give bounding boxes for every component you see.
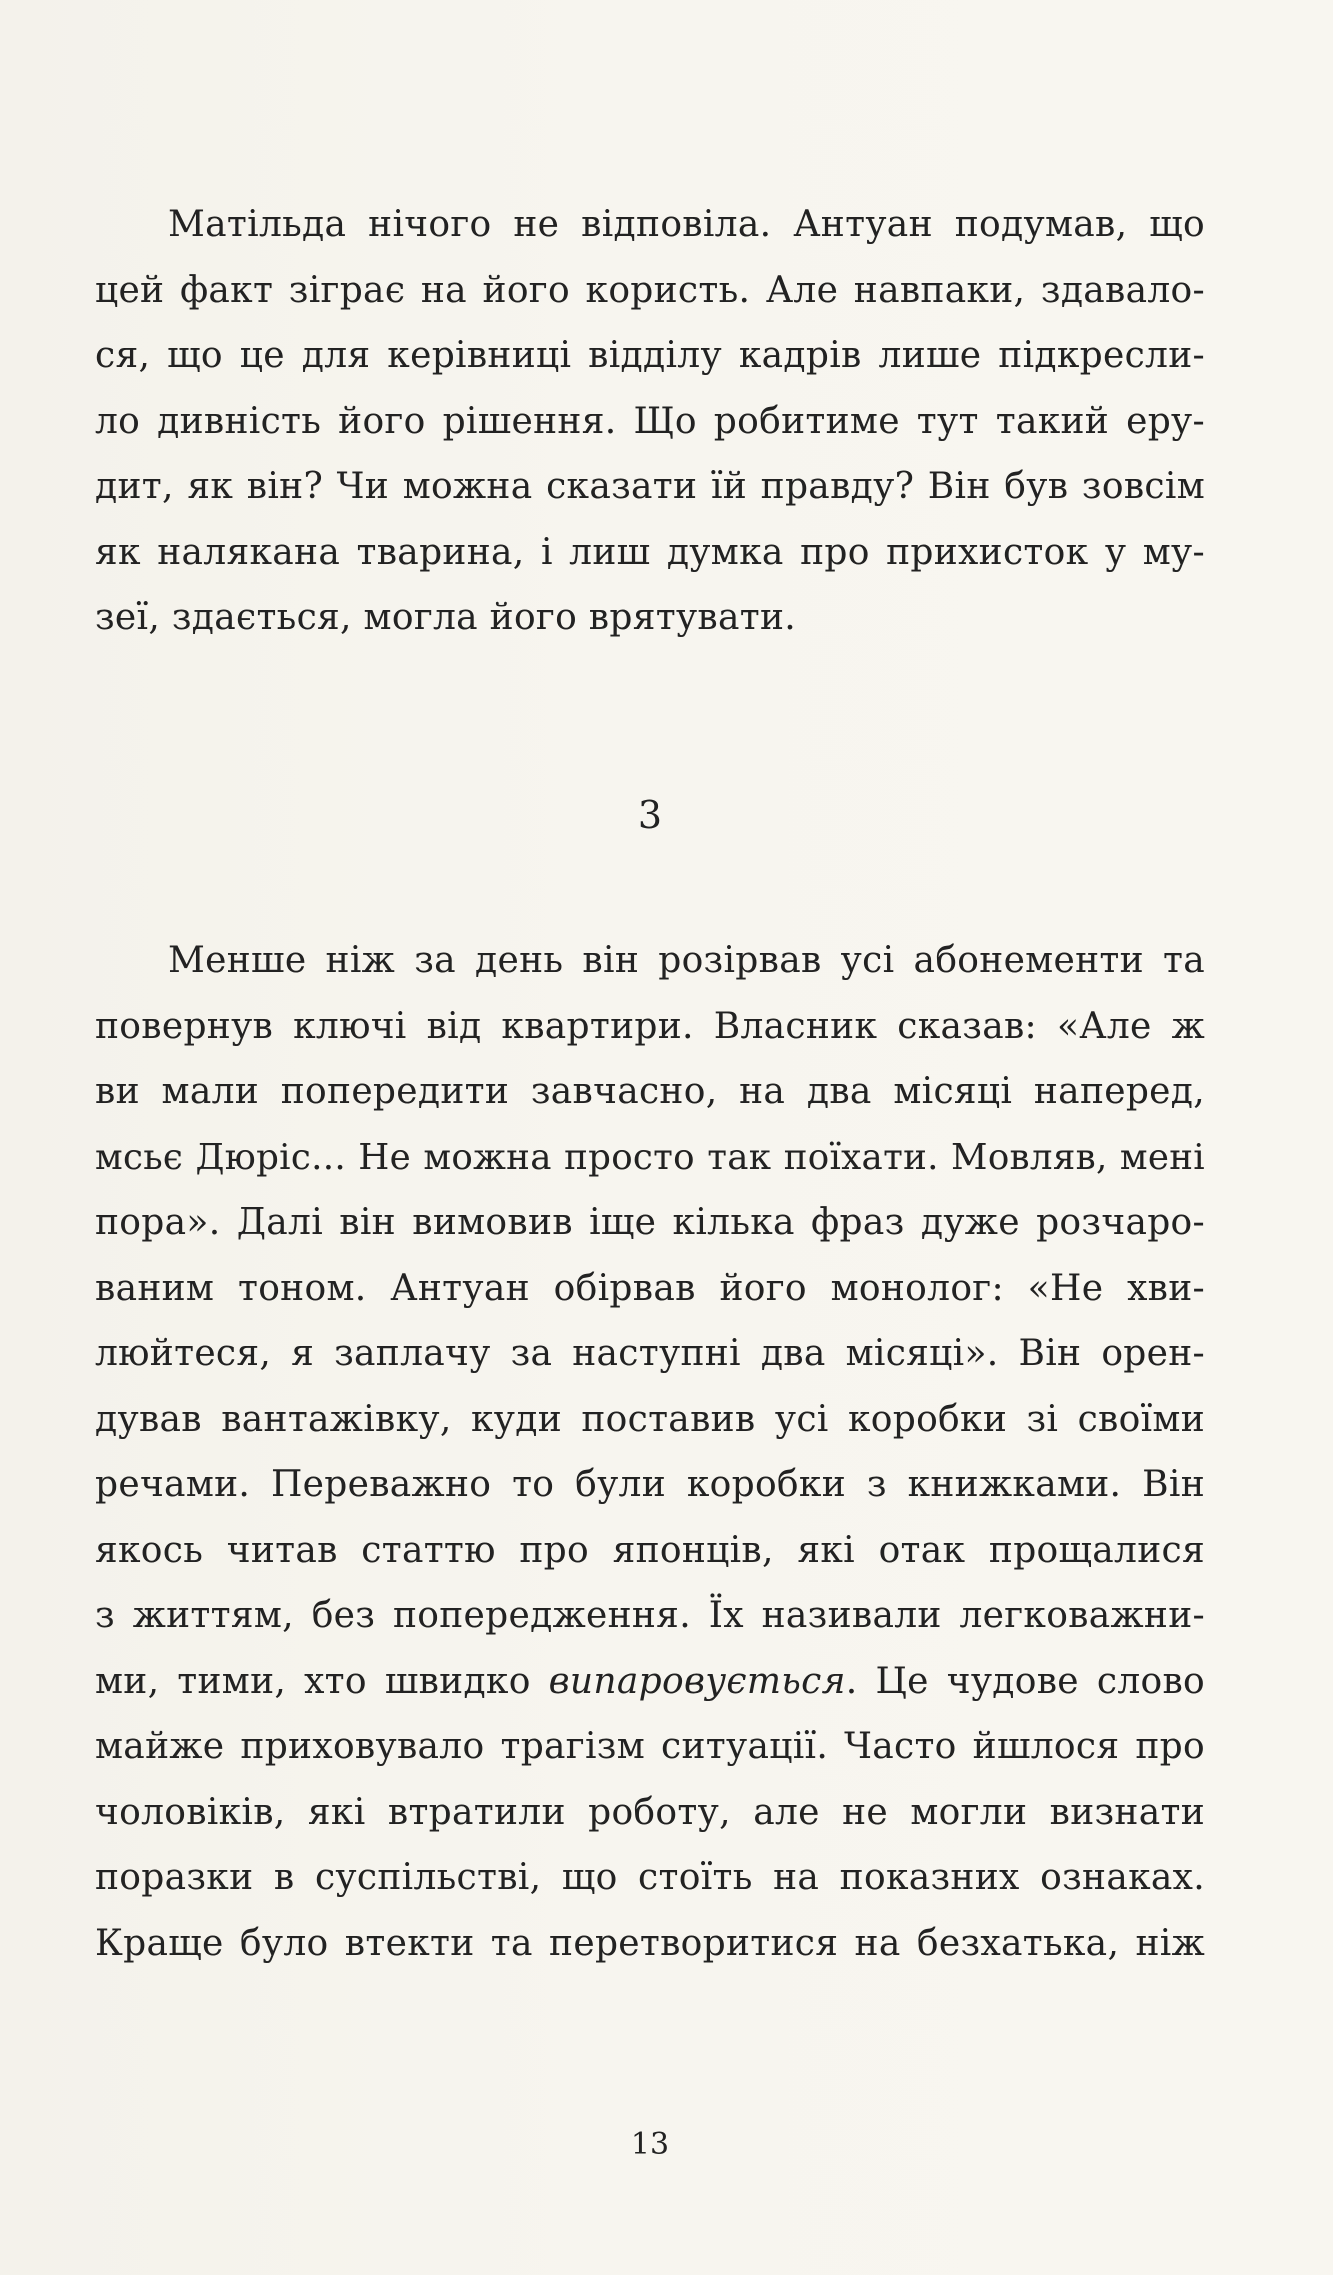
chapter-number: 3 bbox=[637, 793, 663, 837]
paragraph-2-line: Краще було втекти та перетворитися на безхатька, ніж bbox=[95, 1922, 1205, 1964]
paragraph-1-line: зеї, здається, могла його врятувати. bbox=[95, 597, 797, 638]
paragraph-1-line: Матільда нічого не відповіла. Антуан подумав, що bbox=[168, 204, 1205, 245]
paragraph-1-line: як налякана тварина, і лиш думка про прихисток у му- bbox=[95, 531, 1205, 573]
paragraph-2-line: чоловіків, які втратили роботу, але не могли визнати bbox=[95, 1791, 1205, 1833]
paragraph-2-line: повернув ключі від квартири. Власник сказав: «Але ж bbox=[95, 1005, 1205, 1047]
paragraph-2-line-with-italic bbox=[95, 1649, 1205, 1715]
paragraph-2-line: ваним тоном. Антуан обірвав його монолог: «Не хви- bbox=[95, 1267, 1205, 1309]
paragraph-2-line: ви мали попередити завчасно, на два місяці наперед, bbox=[95, 1071, 1205, 1112]
paragraph-2-line: дував вантажівку, куди поставив усі коробки зі своїми bbox=[95, 1398, 1205, 1440]
italic-word: випаровується bbox=[548, 1660, 846, 1702]
paragraph-2-line: з життям, без попередження. Їх називали легковажни- bbox=[95, 1595, 1205, 1636]
page-number: 13 bbox=[630, 2127, 670, 2162]
paragraph-2-line: якось читав статтю про японців, які отак прощалися bbox=[95, 1529, 1205, 1571]
line-segment: ми, тими, хто швидко bbox=[95, 1660, 549, 1702]
line-segment: . Це чудове слово bbox=[845, 1660, 1205, 1702]
paragraph-2-line: Менше ніж за день він розірвав усі абонементи та bbox=[168, 940, 1205, 981]
paragraph-1-line: цей факт зіграє на його користь. Але навпаки, здавало- bbox=[95, 269, 1205, 311]
paragraph-2-line: мсьє Дюріс... Не можна просто так поїхати. Мовляв, мені bbox=[95, 1136, 1205, 1178]
paragraph-2 bbox=[95, 928, 1205, 1976]
paragraph-1-line: ся, що це для керівниці відділу кадрів лише підкресли- bbox=[95, 335, 1205, 376]
paragraph-1-line: ло дивність його рішення. Що робитиме тут такий еру- bbox=[95, 400, 1205, 442]
paragraph-2-line: пора». Далі він вимовив іще кілька фраз дуже розчаро- bbox=[95, 1202, 1205, 1243]
paragraph-1 bbox=[95, 192, 1205, 651]
paragraph-2-line: майже приховувало трагізм ситуації. Часто йшлося про bbox=[95, 1726, 1205, 1767]
paragraph-2-line: речами. Переважно то були коробки з книжками. Він bbox=[95, 1464, 1205, 1505]
paragraph-2-line: люйтеся, я заплачу за наступні два місяці». Він орен- bbox=[95, 1333, 1205, 1374]
paragraph-2-line: поразки в суспільстві, що стоїть на показних ознаках. bbox=[95, 1857, 1205, 1898]
paragraph-1-line: дит, як він? Чи можна сказати їй правду? Він був зовсім bbox=[95, 466, 1205, 507]
